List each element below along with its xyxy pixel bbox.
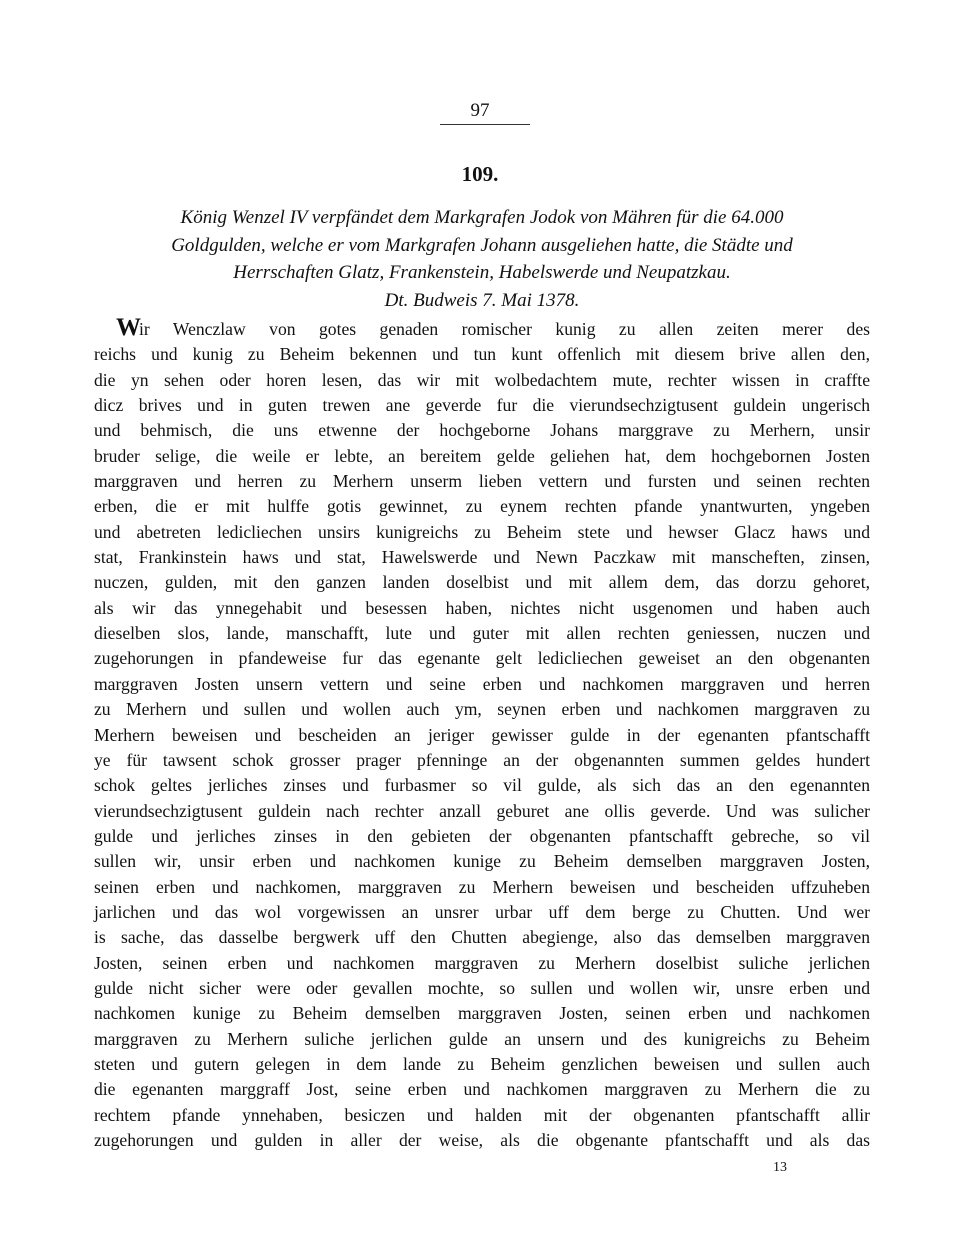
body-line: dieselben slos, lande, manschafft, lute und guter mit allen rechten geniessen, nuczen und	[94, 623, 870, 644]
body-first-line-text: ir Wenczlaw von gotes genaden romischer kunig zu allen zeiten merer des	[139, 319, 870, 339]
body-line: schok geltes jerliches zinses und furbasmer so vil gulde, als sich das an den egenannten	[94, 775, 870, 796]
body-line: seinen erben und nachkomen, marggraven zu Merhern beweisen und bescheiden uffzuheben	[94, 876, 870, 897]
body-line: nuczen, gulden, mit den ganzen landen doselbist und mit allem dem, das dorzu gehoret,	[94, 572, 870, 593]
body-line: gulde und jerliches zinses in den gebieten der obgenanten pfantschafft gebreche, so vil	[94, 825, 870, 846]
body-line: als wir das ynnegehabit und besessen haben, nichtes nicht usgenomen und haben auch	[94, 597, 870, 618]
body-line: und abetreten ledicliechen unsirs kunigreichs zu Beheim stete und hewser Glacz haws und	[94, 521, 870, 542]
body-line: rechtem pfande ynnehaben, besiczen und halden mit der obgenanten pfantschafft allir	[94, 1104, 870, 1125]
regest-line: Herrschaften Glatz, Frankenstein, Habelswerde und Neupatzkau.	[233, 262, 731, 283]
body-line: ye für tawsent schok grosser prager pfenninge an der obgenannten summen geldes hundert	[94, 749, 870, 770]
body-line: steten und gutern gelegen in dem lande zu Beheim genzlichen beweisen und sullen auch	[94, 1053, 870, 1074]
body-line: und behmisch, die uns etwenne der hochgeborne Johans marggrave zu Merhern, unsir	[94, 420, 870, 441]
signature-mark: 13	[773, 1160, 787, 1175]
body-line: reichs und kunig zu Beheim bekennen und tun kunt offenlich mit diesem brive allen den,	[94, 344, 870, 365]
regest-date: Dt. Budweis 7. Mai 1378.	[384, 289, 580, 311]
body-line: jarlichen und das wol vorgewissen an unsrer urbar uff dem berge zu Chutten. Und wer	[94, 901, 870, 922]
body-line: stat, Frankinstein haws und stat, Hawelswerde und Newn Paczkaw mit manscheften, zinsen,	[94, 547, 870, 568]
body-line: is sache, das dasselbe bergwerk uff den Chutten abegienge, also das demselben marggraven	[94, 927, 870, 948]
body-line: dicz brives und in guten trewen ane geverde fur die vierundsechzigtusent guldein ungerisch	[94, 395, 870, 416]
body-line: marggraven zu Merhern suliche jerlichen gulde an unsern und des kunigreichs zu Beheim	[94, 1028, 870, 1049]
body-line: erben, die er mit hulffe gotis gewinnet, zu eynem rechten pfande ynantwurten, yngeben	[94, 496, 870, 517]
document-body	[94, 314, 870, 1153]
body-line: Josten, seinen erben und nachkomen marggraven zu Merhern doselbist suliche jerlichen	[94, 952, 870, 973]
body-line: marggraven und herren zu Merhern unserm lieben vettern und fursten und seinen rechten	[94, 471, 870, 492]
body-line: die egenanten marggraff Jost, seine erben und nachkomen marggraven zu Merhern die zu	[94, 1079, 870, 1100]
body-first-line	[94, 314, 870, 342]
regest-line: Goldgulden, welche er vom Markgrafen Johann ausgeliehen hatte, die Städte und	[171, 234, 793, 256]
body-line: marggraven Josten unsern vettern und seine erben und nachkomen marggraven und herren	[94, 673, 870, 694]
body-line: zu Merhern und sullen und wollen auch ym, seynen erben und nachkomen marggraven zu	[94, 699, 870, 720]
body-line: zugehorungen und gulden in aller der weise, als die obgenante pfantschafft und als das	[94, 1130, 870, 1150]
regest-line: König Wenzel IV verpfändet dem Markgrafen Jodok von Mähren für die 64.000	[180, 207, 784, 228]
body-line: gulde nicht sicher were oder gevallen mochte, so sullen und wollen wir, unsre erben und	[94, 977, 870, 998]
regest	[112, 204, 852, 314]
body-line: die yn sehen oder horen lesen, das wir mit wolbedachtem mute, rechter wissen in craffte	[94, 369, 870, 390]
page-number: 97	[470, 100, 490, 121]
body-line: bruder selige, die weile er lebte, an bereitem gelde geliehen hat, dem hochgebornen Josten	[94, 445, 870, 466]
body-line: Merhern beweisen und bescheiden an jeriger gewisser gulde in der egenanten pfantschafft	[94, 724, 870, 745]
body-line: nachkomen kunige zu Beheim demselben marggraven Josten, seinen erben und nachkomen	[94, 1003, 870, 1024]
drop-initial: W	[116, 314, 139, 341]
page-number-rule	[440, 124, 530, 125]
body-line: sullen wir, unsir erben und nachkomen kunige zu Beheim demselben marggraven Josten,	[94, 851, 870, 872]
document-number: 109.	[461, 162, 499, 186]
body-line: vierundsechzigtusent guldein nach rechter anzall geburet ane ollis geverde. Und was sulicher	[94, 800, 870, 821]
body-line: zugehorungen in pfandeweise fur das egenante gelt ledicliechen geweiset an den obgenanten	[94, 648, 870, 669]
